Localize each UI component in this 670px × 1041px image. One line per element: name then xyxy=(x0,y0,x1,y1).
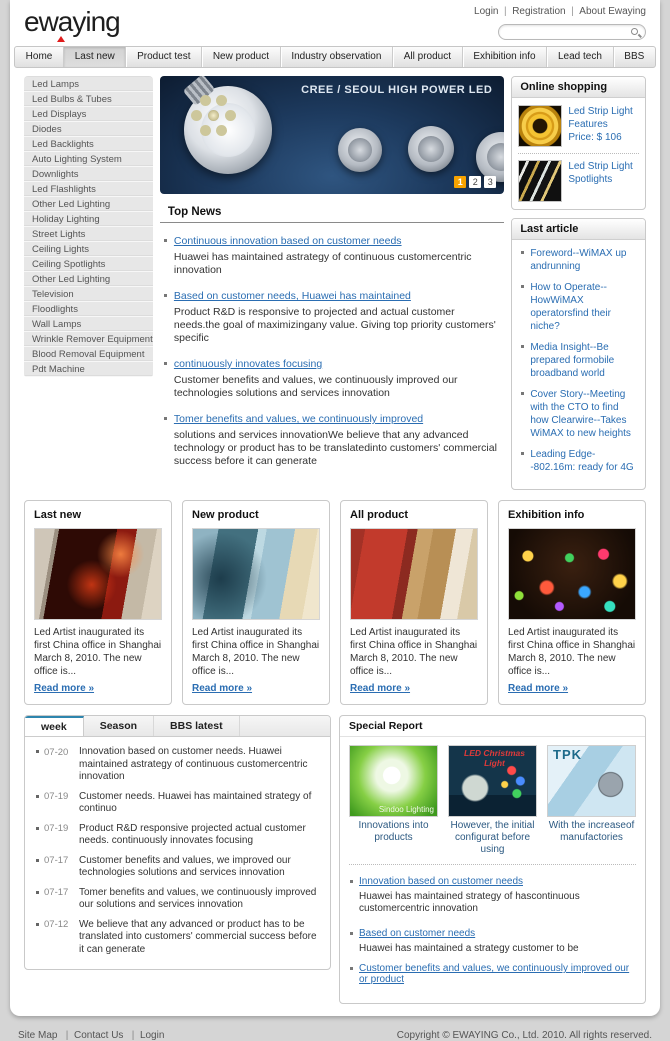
item-text: Product R&D responsive projected actual customer needs. continuously innovates focusing xyxy=(79,822,306,846)
item-date: 07-17 xyxy=(44,887,69,898)
report-link-text: Huawei has maintained a strategy customer to be xyxy=(359,943,579,954)
led-strip-coil-thumbnail[interactable] xyxy=(518,105,562,147)
nav-last-new[interactable]: Last new xyxy=(63,47,125,67)
item-text: We believe that any advanced or product has to be translated into customers' commercial success before it can generate xyxy=(79,918,317,955)
report-thumb[interactable] xyxy=(349,745,438,856)
contact-us-link[interactable]: | Contact Us xyxy=(60,1030,123,1041)
dotted-divider xyxy=(349,864,636,865)
card-image[interactable] xyxy=(350,528,478,620)
thumb-caption: However, the initial configurat before using xyxy=(450,820,535,855)
card-last-new xyxy=(24,500,172,705)
report-link[interactable]: Innovation based on customer needs xyxy=(349,876,523,887)
feature-cards xyxy=(24,500,646,705)
main-content xyxy=(24,76,646,490)
card-title: Last new xyxy=(34,509,82,521)
led-bulb-image xyxy=(184,86,272,174)
item-text: Customer benefits and values, we improved our technologies solutions and services innovation xyxy=(79,854,291,878)
sidebar-item-led-lamps[interactable]: Led Lamps xyxy=(24,77,153,92)
banner-pager xyxy=(454,176,496,188)
item-date: 07-19 xyxy=(44,823,69,834)
news-text: solutions and services innovationWe believe that any advanced technology or product has to be translatedinto customers' commercial success before it can generate xyxy=(173,429,497,467)
tab-bbs-latest[interactable]: BBS latest xyxy=(154,716,240,736)
news-item xyxy=(162,409,502,468)
sindoo-bulb-image xyxy=(349,745,438,817)
shop-item-link[interactable]: Led Strip Light Features xyxy=(568,106,633,130)
registration-link[interactable]: | Registration xyxy=(501,6,565,17)
nav-bbs[interactable]: BBS xyxy=(613,47,655,67)
week-list-item[interactable] xyxy=(35,746,320,784)
news-link[interactable]: Tomer benefits and values, we continuously improved xyxy=(162,413,423,425)
week-list-item[interactable] xyxy=(35,791,320,816)
nav-exhibition-info[interactable]: Exhibition info xyxy=(462,47,547,67)
site-logo[interactable]: ewaying xyxy=(24,6,120,37)
sidebar-item-led-displays[interactable]: Led Displays xyxy=(24,107,153,122)
sidebar-item-led-bulbs-tubes[interactable]: Led Bulbs & Tubes xyxy=(24,92,153,107)
tab-bar xyxy=(25,716,330,737)
sidebar-item-led-flashlights[interactable]: Led Flashlights xyxy=(24,182,153,197)
card-new-product xyxy=(182,500,330,705)
item-date: 07-19 xyxy=(44,791,69,802)
footer-links xyxy=(18,1030,164,1041)
article-link[interactable]: How to Operate--HowWiMAX operatorsfind their niche? xyxy=(530,282,611,332)
read-more-link[interactable]: Read more » xyxy=(508,683,569,694)
sidebar-item-street-lights[interactable]: Street Lights xyxy=(24,227,153,242)
image-overlay-text: TPK xyxy=(553,747,582,762)
news-link[interactable]: continuously innovates focusing xyxy=(162,358,322,370)
report-link-item xyxy=(349,923,636,955)
led-spotlight-image xyxy=(476,132,504,182)
news-text: Huawei has maintained astrategy of continuous customercentric innovation xyxy=(173,251,472,276)
report-link-text: Huawei has maintained strategy of hascontinuous customercentric innovation xyxy=(359,891,580,914)
week-list-item[interactable] xyxy=(35,823,320,848)
article-item xyxy=(520,247,637,273)
news-item xyxy=(162,286,502,345)
shop-item-link[interactable]: Led Strip Light Spotlights xyxy=(568,161,633,185)
item-date: 07-20 xyxy=(44,746,69,758)
led-tubes-thumbnail[interactable] xyxy=(518,160,562,202)
top-news-title: Top News xyxy=(160,206,504,223)
tab-week[interactable]: week xyxy=(25,716,84,736)
article-item xyxy=(520,448,637,474)
special-report-box xyxy=(339,715,646,1004)
banner-caption: CREE / SEOUL HIGH POWER LED xyxy=(301,84,493,96)
page-container xyxy=(10,0,660,1016)
search-box xyxy=(498,24,646,40)
card-exhibition-info xyxy=(498,500,646,705)
sidebar-item-blood-removal[interactable]: Blood Removal Equipment xyxy=(24,347,153,362)
sidebar-item-pdt-machine[interactable]: Pdt Machine xyxy=(24,362,153,377)
search-icon[interactable] xyxy=(630,27,642,39)
sidebar-item-downlights[interactable]: Downlights xyxy=(24,167,153,182)
sidebar-item-holiday-lighting[interactable]: Holiday Lighting xyxy=(24,212,153,227)
report-link[interactable]: Based on customer needs xyxy=(349,928,475,939)
card-title: Exhibition info xyxy=(508,509,585,521)
article-link[interactable]: Cover Story--Meeting with the CTO to find how Clearwire--Takes WiMAX to new heights xyxy=(530,389,631,439)
tab-season[interactable]: Season xyxy=(84,716,154,736)
card-text: Led Artist inaugurated its first China office in Shanghai March 8, 2010. The new office is... xyxy=(350,627,478,677)
nav-new-product[interactable]: New product xyxy=(201,47,280,67)
shop-item xyxy=(518,153,639,202)
read-more-link[interactable]: Read more » xyxy=(350,683,411,694)
news-tabs-box xyxy=(24,715,331,970)
led-spotlight-image xyxy=(338,128,382,172)
top-links xyxy=(474,6,646,17)
news-item xyxy=(162,231,502,277)
about-link[interactable]: | About Ewaying xyxy=(568,6,646,17)
sidebar-item-ceiling-spotlights[interactable]: Ceiling Spotlights xyxy=(24,257,153,272)
article-link[interactable]: Leading Edge--802.16m: ready for 4G xyxy=(530,449,634,473)
footer-login-link[interactable]: | Login xyxy=(126,1030,164,1041)
week-list-item[interactable] xyxy=(35,919,320,957)
header xyxy=(10,0,660,44)
report-link-item xyxy=(349,871,636,915)
item-text: Customer needs. Huawei has maintained strategy of continuo xyxy=(79,790,312,814)
sidebar-item-auto-lighting[interactable]: Auto Lighting System xyxy=(24,152,153,167)
thumb-caption: Innovations into products xyxy=(358,820,429,843)
card-text: Led Artist inaugurated its first China office in Shanghai March 8, 2010. The new office is... xyxy=(34,627,162,677)
main-nav xyxy=(14,46,656,68)
center-column xyxy=(160,76,504,477)
image-overlay-text: LED Christmas Light xyxy=(464,748,525,768)
right-column xyxy=(511,76,646,490)
week-list-item[interactable] xyxy=(35,887,320,912)
report-link-item xyxy=(349,963,636,987)
tpk-wall-washer-image xyxy=(547,745,636,817)
nav-industry-observation[interactable]: Industry observation xyxy=(280,47,392,67)
article-item xyxy=(520,388,637,440)
item-date: 07-12 xyxy=(44,919,69,930)
category-sidebar xyxy=(24,76,153,377)
card-image[interactable] xyxy=(192,528,320,620)
special-report-title: Special Report xyxy=(340,716,645,737)
nav-home[interactable]: Home xyxy=(25,51,53,62)
article-link[interactable]: Foreword--WiMAX up andrunning xyxy=(530,248,627,272)
news-item xyxy=(162,354,502,400)
pager-3[interactable]: 3 xyxy=(484,176,496,188)
card-title: New product xyxy=(192,509,259,521)
thumb-caption: With the increaseof manufactories xyxy=(548,820,635,843)
shop-item-price: Price: $ 106 xyxy=(568,132,622,143)
news-link[interactable]: Continuous innovation based on customer needs xyxy=(162,235,402,247)
nav-product-test[interactable]: Product test xyxy=(125,47,201,67)
sidebar-item-other-led-lighting-2[interactable]: Other Led Lighting xyxy=(24,272,153,287)
news-link[interactable]: Based on customer needs, Huawei has maintained xyxy=(162,290,411,302)
login-link[interactable]: Login xyxy=(474,6,499,17)
top-news-section xyxy=(160,206,504,468)
led-spotlight-image xyxy=(408,126,454,172)
logo-accent-icon xyxy=(57,36,65,42)
christmas-light-image xyxy=(448,745,537,817)
card-all-product xyxy=(340,500,488,705)
article-link[interactable]: Media Insight--Be prepared formobile broadband world xyxy=(530,342,615,379)
sidebar-item-wrinkle-remover[interactable]: Wrinkle Remover Equipment xyxy=(24,332,153,347)
sidebar-item-led-backlights[interactable]: Led Backlights xyxy=(24,137,153,152)
article-item xyxy=(520,281,637,333)
sidebar-item-other-led-lighting-1[interactable]: Other Led Lighting xyxy=(24,197,153,212)
read-more-link[interactable]: Read more » xyxy=(192,683,253,694)
news-text: Customer benefits and values, we continuously improved our technologies solutions and services innovation xyxy=(173,374,458,399)
item-date: 07-17 xyxy=(44,855,69,866)
last-article-title: Last article xyxy=(512,219,645,240)
card-title: All product xyxy=(350,509,409,521)
article-item xyxy=(520,341,637,380)
last-article-box xyxy=(511,218,646,490)
hero-banner[interactable] xyxy=(160,76,504,194)
pager-2[interactable]: 2 xyxy=(469,176,481,188)
sidebar-item-television[interactable]: Television xyxy=(24,287,153,302)
online-shopping-title: Online shopping xyxy=(512,77,645,98)
card-text: Led Artist inaugurated its first China office in Shanghai March 8, 2010. The new office is... xyxy=(192,627,320,677)
pager-1[interactable]: 1 xyxy=(454,176,466,188)
report-link[interactable]: Customer benefits and values, we continuously improved our or product xyxy=(349,963,636,985)
report-thumb[interactable] xyxy=(448,745,537,856)
item-text: Tomer benefits and values, we continuously improved our solutions and services innovation xyxy=(79,886,317,910)
online-shopping-box xyxy=(511,76,646,210)
sidebar-item-floodlights[interactable]: Floodlights xyxy=(24,302,153,317)
read-more-link[interactable]: Read more » xyxy=(34,683,95,694)
bottom-section xyxy=(24,715,646,1004)
report-thumb[interactable] xyxy=(547,745,636,856)
sidebar-item-wall-lamps[interactable]: Wall Lamps xyxy=(24,317,153,332)
footer xyxy=(12,1016,658,1041)
site-map-link[interactable]: Site Map xyxy=(18,1030,58,1041)
nav-lead-tech[interactable]: Lead tech xyxy=(546,47,612,67)
card-text: Led Artist inaugurated its first China office in Shanghai March 8, 2010. The new office is... xyxy=(508,627,636,677)
news-text: Product R&D is responsive to projected and actual customer needs.the goal of maximizingany value. Giving top priority customers' specific xyxy=(173,306,496,344)
nav-all-product[interactable]: All product xyxy=(392,47,462,67)
image-overlay-text: Sindoo Lighting xyxy=(378,805,434,814)
week-list-item[interactable] xyxy=(35,855,320,880)
sidebar-item-diodes[interactable]: Diodes xyxy=(24,122,153,137)
shop-item xyxy=(518,105,639,147)
sidebar-item-ceiling-lights[interactable]: Ceiling Lights xyxy=(24,242,153,257)
copyright-text: Copyright © EWAYING Co., Ltd. 2010. All rights reserved. xyxy=(396,1030,652,1041)
search-input[interactable] xyxy=(507,26,625,38)
card-image[interactable] xyxy=(34,528,162,620)
card-image[interactable] xyxy=(508,528,636,620)
item-text: Innovation based on customer needs. Huawei maintained astrategy of continuous customercentric innovation xyxy=(79,746,308,782)
